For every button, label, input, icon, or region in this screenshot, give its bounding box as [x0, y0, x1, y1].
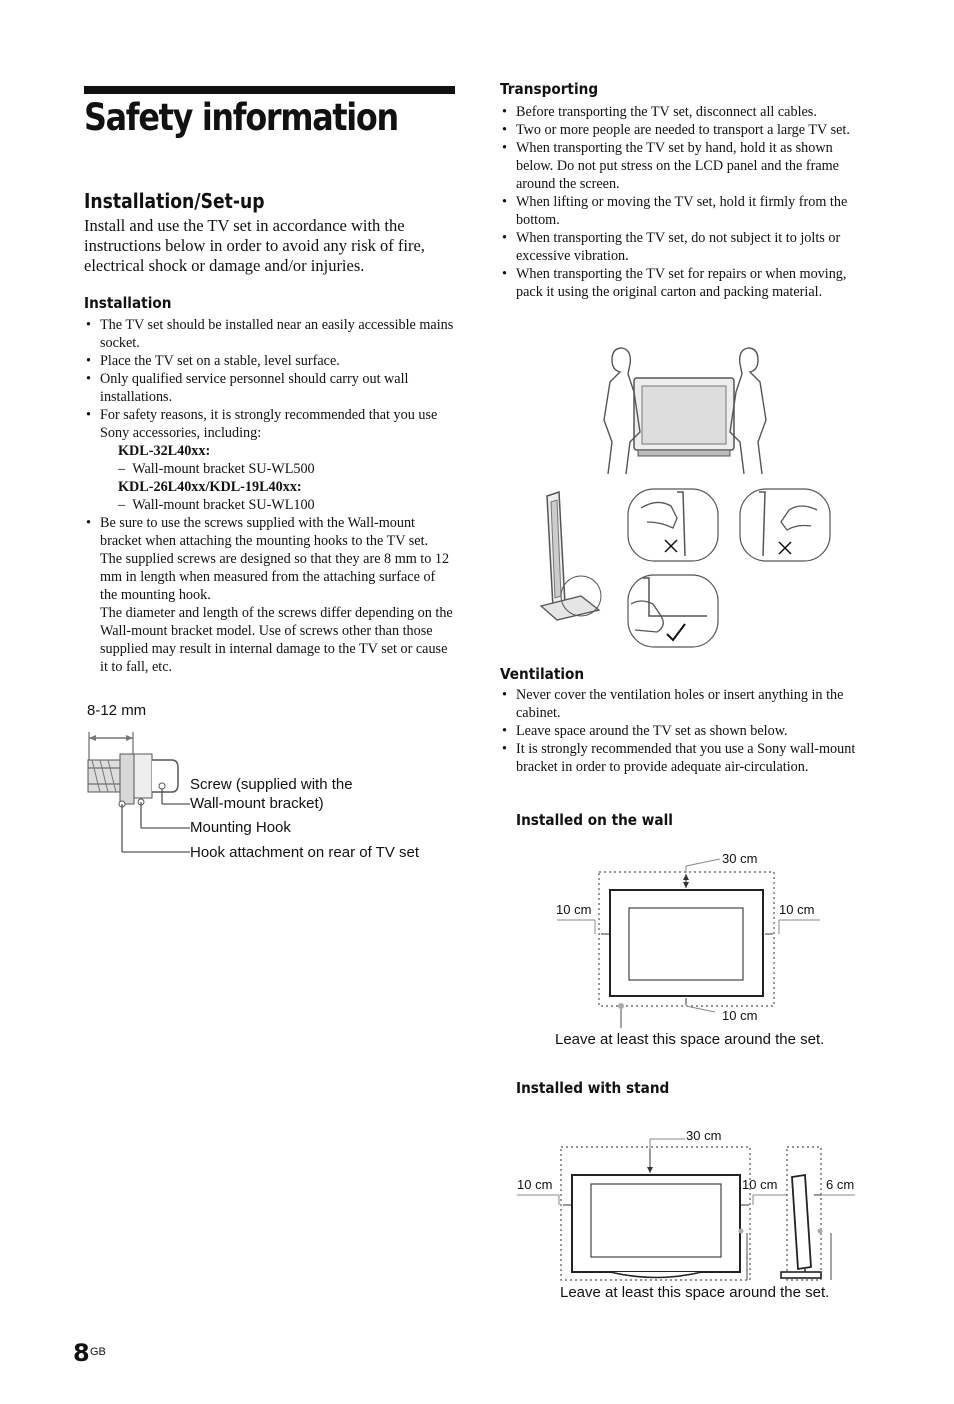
wrong-hold-icon: [627, 488, 719, 562]
transporting-list-container: [500, 103, 872, 301]
screw-label-2: Wall-mount bracket): [190, 795, 324, 812]
screws-paragraph-1: The supplied screws are designed so that they are 8 mm to 12 mm in length when measured from the attaching surface of the mounting hook.: [100, 551, 450, 603]
model-name-26-19: KDL-26L40xx/KDL-19L40xx:: [118, 479, 302, 495]
wrong-hold-icon-2: [739, 488, 831, 562]
wall-caption: Leave at least this space around the set.: [555, 1031, 825, 1048]
list-item: • Never cover the ventilation holes or insert anything in the cabinet.: [502, 687, 844, 721]
list-item: • Two or more people are needed to transport a large TV set.: [502, 122, 850, 138]
list-item: • When lifting or moving the TV set, hold it firmly from the bottom.: [502, 194, 848, 228]
stand-side-clearance: 6 cm: [826, 1177, 855, 1192]
carrying-tv-illustration: [600, 342, 770, 477]
stand-caption: Leave at least this space around the set.: [560, 1284, 830, 1301]
installation-setup-heading: Installation/Set-up: [84, 189, 265, 213]
list-item: • Only qualified service personnel should carry out wall installations.: [86, 371, 409, 405]
list-item: • When transporting the TV set for repairs or when moving, pack it using the original carton and packing material.: [502, 266, 847, 300]
ventilation-list: [500, 686, 872, 776]
mounting-hook-label: Mounting Hook: [190, 819, 291, 836]
wall-heading: Installed on the wall: [516, 811, 673, 829]
bracket-item: – Wall-mount bracket SU-WL500: [118, 461, 315, 477]
stand-heading: Installed with stand: [516, 1079, 670, 1097]
stand-right-clearance: 10 cm: [742, 1177, 778, 1192]
wall-top-clearance: 30 cm: [722, 851, 758, 866]
ventilation-heading: Ventilation: [500, 665, 585, 683]
region-code: GB: [90, 1346, 106, 1358]
list-item: • When transporting the TV set by hand, hold it as shown below. Do not put stress on the LCD panel and the frame around the screen.: [502, 140, 839, 192]
transporting-list: [500, 103, 872, 301]
list-item: • When transporting the TV set, do not subject it to jolts or excessive vibration.: [502, 230, 841, 264]
list-item: • For safety reasons, it is strongly recommended that you use Sony accessories, including: KDL-32L40xx: – Wall-mount bracket SU-WL500 KDL-26L40xx/KDL-19L40xx: – Wall-mount bracket SU-WL100: [84, 406, 456, 514]
list-item: • Before transporting the TV set, disconnect all cables.: [502, 104, 817, 120]
screw-diagram: [84, 720, 194, 860]
installation-list: [84, 316, 456, 676]
stand-top-clearance: 30 cm: [686, 1128, 722, 1143]
installation-setup-intro: Install and use the TV set in accordance with the instructions below in order to avoid any risk of fire, electrical shock or damage and/or injuries.: [84, 216, 425, 275]
list-item: • Leave space around the TV set as shown below.: [502, 723, 788, 739]
list-item: • It is strongly recommended that you use a Sony wall-mount bracket in order to provide adequate air-circulation.: [502, 741, 856, 775]
model-name-32: KDL-32L40xx:: [118, 443, 211, 459]
screws-paragraph-2: The diameter and length of the screws differ depending on the Wall-mount bracket model. Use of screws other than those supplied may result in internal damage to the TV set or cause it to fall, etc.: [100, 605, 453, 675]
wall-right-clearance: 10 cm: [779, 902, 815, 917]
screw-length-label: 8-12 mm: [87, 702, 147, 719]
list-item: • Be sure to use the screws supplied with the Wall-mount bracket when attaching the mounting hooks to the TV set. The supplied screws are designed so that they are 8 mm to 12 mm in length when measured from the attaching surface of the mounting hook. The diameter and length of the screws differ depending on the Wall-mount bracket model. Use of screws other than those supplied may result in internal damage to the TV set or cause it to fall, etc.: [84, 514, 456, 676]
page-title: Safety information: [84, 96, 398, 139]
hook-attachment-label: Hook attachment on rear of TV set: [190, 844, 420, 861]
installation-heading: Installation: [84, 294, 172, 312]
wall-clearance-diagram: [555, 860, 825, 1030]
tv-side-view-illustration: [535, 488, 610, 626]
title-rule: [84, 86, 455, 94]
list-item: • Place the TV set on a stable, level surface.: [86, 353, 340, 369]
stand-left-clearance: 10 cm: [517, 1177, 553, 1192]
screw-label: Screw (supplied with the: [190, 776, 353, 793]
stand-clearance-diagram: [515, 1125, 855, 1285]
bracket-item: – Wall-mount bracket SU-WL100: [118, 497, 315, 513]
wall-left-clearance: 10 cm: [556, 902, 592, 917]
ventilation-list-container: [500, 686, 872, 776]
wall-bottom-clearance: 10 cm: [722, 1008, 758, 1023]
transporting-heading: Transporting: [500, 80, 599, 98]
page-number: 8: [73, 1339, 90, 1367]
installation-list-container: [84, 316, 456, 676]
correct-hold-icon: [627, 574, 719, 648]
list-item: • The TV set should be installed near an easily accessible mains socket.: [86, 317, 454, 351]
